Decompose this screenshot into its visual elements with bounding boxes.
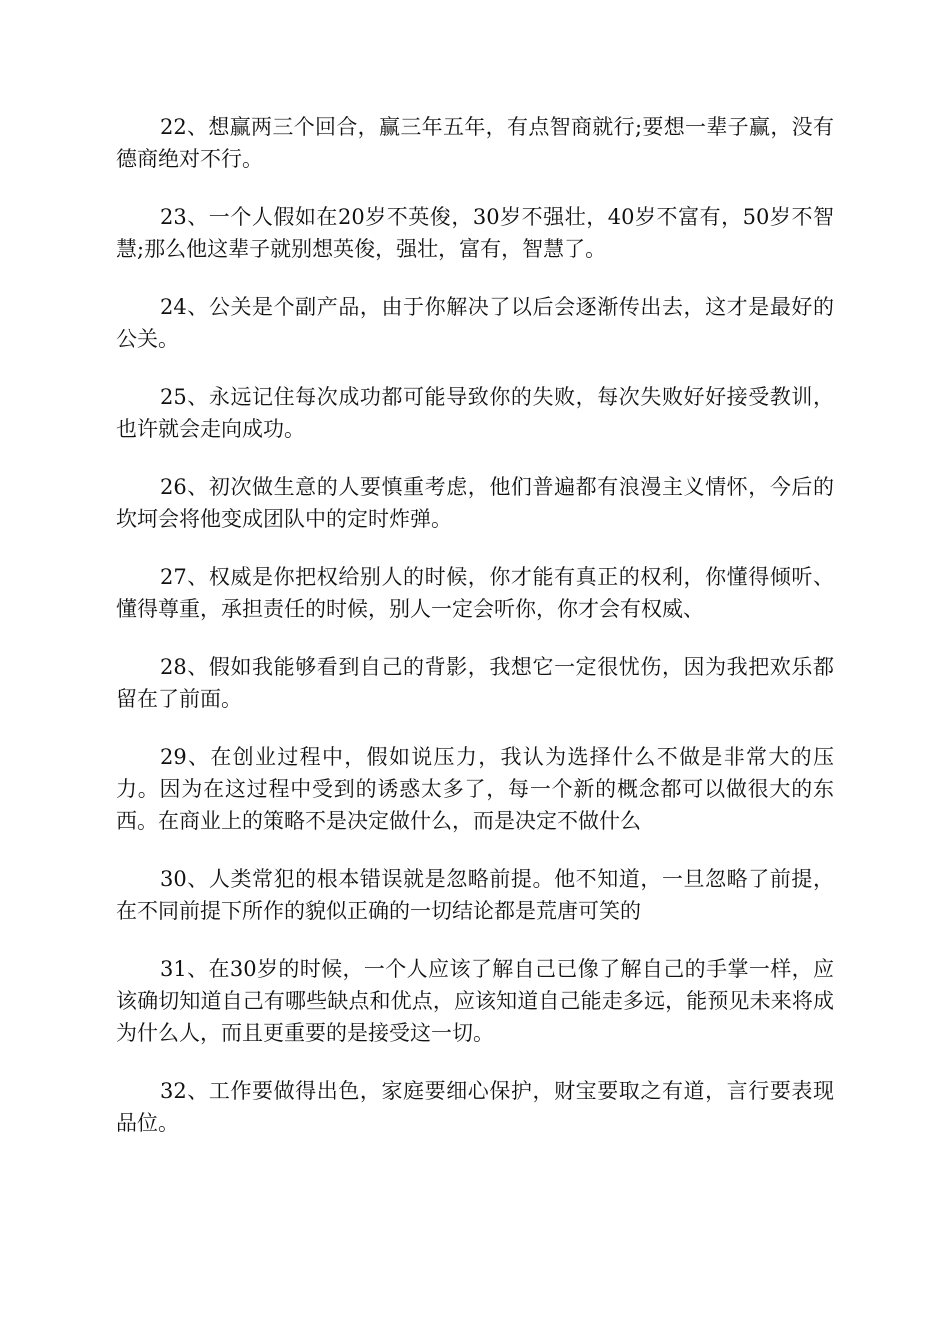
paragraph-24: 24、公关是个副产品，由于你解决了以后会逐渐传出去，这才是最好的公关。: [116, 295, 834, 351]
paragraph-26: 26、初次做生意的人要慎重考虑，他们普遍都有浪漫主义情怀，今后的坎坷会将他变成团队中的定时炸弹。: [116, 475, 834, 531]
paragraph-28: 28、假如我能够看到自己的背影，我想它一定很忧伤，因为我把欢乐都留在了前面。: [116, 655, 834, 711]
paragraph-23: 23、一个人假如在20岁不英俊，30岁不强壮，40岁不富有，50岁不智慧;那么他这辈子就别想英俊，强壮，富有，智慧了。: [116, 205, 834, 261]
paragraph-32: 32、工作要做得出色，家庭要细心保护，财宝要取之有道，言行要表现品位。: [116, 1079, 834, 1135]
paragraph-29: 29、在创业过程中，假如说压力，我认为选择什么不做是非常大的压力。因为在这过程中受到的诱惑太多了，每一个新的概念都可以做很大的东西。在商业上的策略不是决定做什么，而是决定不做什么: [116, 745, 834, 833]
paragraph-30: 30、人类常犯的根本错误就是忽略前提。他不知道，一旦忽略了前提，在不同前提下所作的貌似正确的一切结论都是荒唐可笑的: [116, 867, 834, 923]
paragraph-27: 27、权威是你把权给别人的时候，你才能有真正的权利，你懂得倾听、懂得尊重，承担责任的时候，别人一定会听你，你才会有权威、: [116, 565, 834, 621]
paragraph-22: 22、想赢两三个回合，赢三年五年，有点智商就行;要想一辈子赢，没有德商绝对不行。: [116, 115, 834, 171]
document-body: [116, 111, 834, 1165]
paragraph-31: 31、在30岁的时候，一个人应该了解自己已像了解自己的手掌一样，应该确切知道自己有哪些缺点和优点，应该知道自己能走多远，能预见未来将成为什么人，而且更重要的是接受这一切。: [116, 957, 834, 1045]
paragraph-25: 25、永远记住每次成功都可能导致你的失败，每次失败好好接受教训，也许就会走向成功。: [116, 385, 834, 441]
